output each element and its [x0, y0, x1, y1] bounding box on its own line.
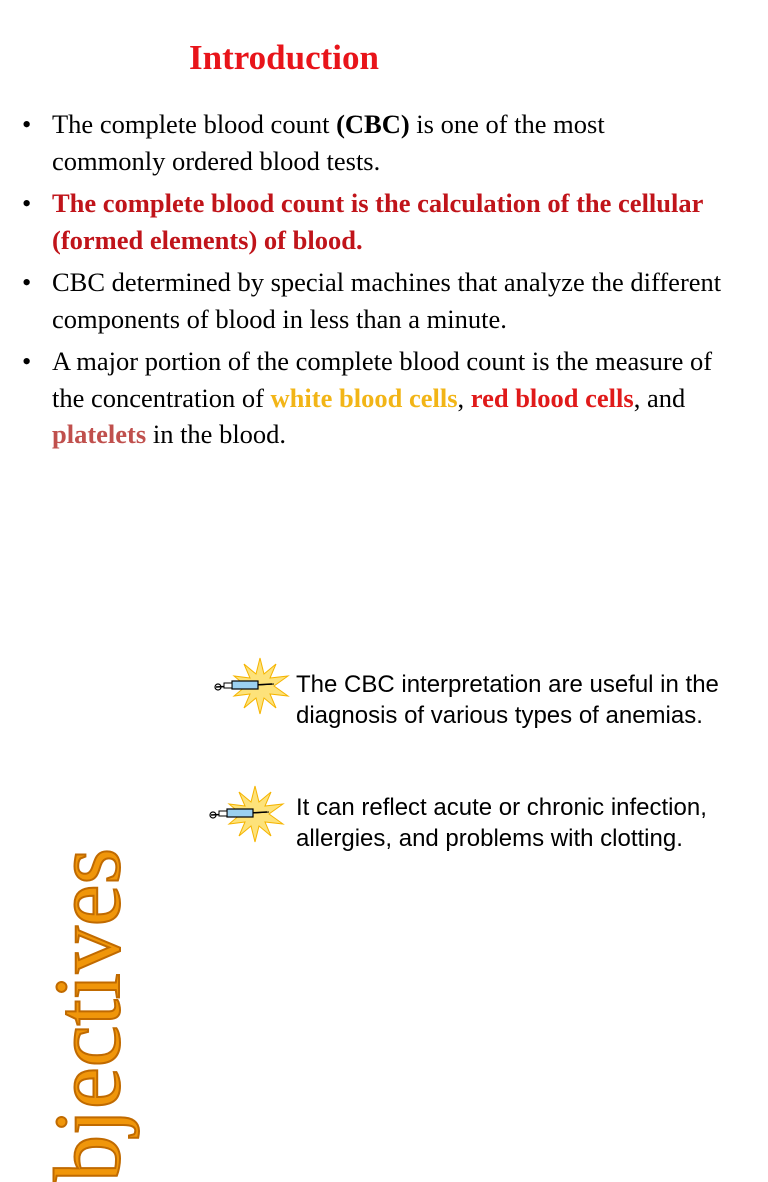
- bullet-text: , and: [633, 382, 686, 413]
- bullet-text: ,: [457, 382, 471, 413]
- bullet-text-highlight: The complete blood count is the calculation of the cellular (formed elements) of blood.: [52, 188, 703, 255]
- bullet-list: [22, 106, 722, 459]
- syringe-starburst-icon: [205, 782, 287, 844]
- page-title: Introduction: [189, 38, 379, 77]
- list-item: [22, 343, 722, 453]
- bullet-abbr: (CBC): [336, 109, 410, 139]
- wbc-term: white blood cells: [270, 382, 458, 413]
- list-item: [22, 106, 722, 179]
- bullet-dot: •: [22, 109, 32, 139]
- bullet-text: A major portion of the complete blood count is the measure of the concentration of: [52, 346, 713, 413]
- bullet-text: CBC determined by special machines that analyze the different components of blood in less than a minute.: [52, 267, 722, 334]
- syringe-starburst-icon: [210, 654, 292, 716]
- platelets-term: platelets: [52, 419, 147, 449]
- bullet-text: in the blood.: [146, 419, 287, 449]
- objectives-heading: bjectives: [36, 847, 140, 1182]
- objective-text: The CBC interpretation are useful in the diagnosis of various types of anemias.: [296, 671, 719, 729]
- rbc-term: red blood cells: [470, 382, 634, 413]
- bullet-dot: •: [22, 346, 32, 376]
- bullet-dot: •: [22, 188, 32, 218]
- list-item: [22, 264, 722, 337]
- list-item: [22, 185, 722, 258]
- bullet-dot: •: [22, 267, 32, 297]
- bullet-text: The complete blood count: [52, 109, 337, 139]
- bullet-text: is one of the most commonly ordered blood tests.: [52, 109, 605, 176]
- objective-text: It can reflect acute or chronic infection, allergies, and problems with clotting.: [296, 794, 707, 852]
